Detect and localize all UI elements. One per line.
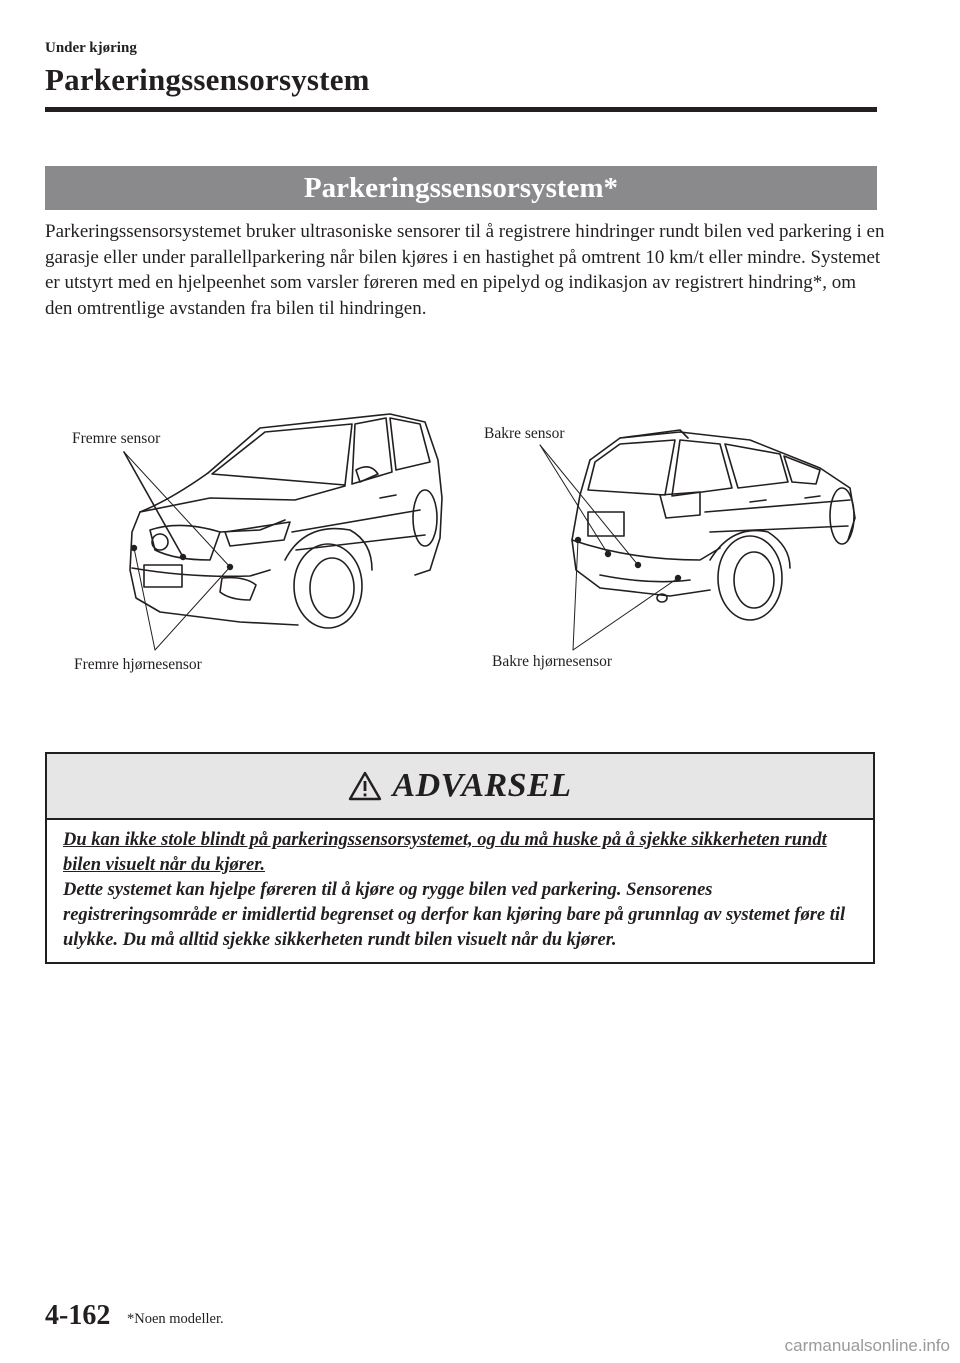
label-rear-corner-sensor: Bakre hjørnesensor <box>492 653 613 670</box>
label-front-corner-sensor: Fremre hjørnesensor <box>74 656 202 673</box>
section-heading-band <box>45 166 877 210</box>
car-illustrations <box>60 400 870 690</box>
warning-title: ADVARSEL <box>392 767 572 804</box>
warning-box <box>45 752 875 964</box>
warning-header <box>47 754 873 820</box>
page-title: Parkeringssensorsystem <box>45 62 370 97</box>
car-sensor-figure <box>60 400 870 690</box>
front-car-illustration <box>124 414 442 650</box>
rear-car-illustration <box>540 430 855 650</box>
warning-body <box>47 820 873 953</box>
warning-underlined-text: Du kan ikke stole blindt på parkeringssensorsystemet, og du må huske på å sjekke sikkerheten rundt bilen visuelt når du kjører. <box>63 830 827 875</box>
label-rear-sensor: Bakre sensor <box>484 425 565 442</box>
warning-body-text: Dette systemet kan hjelpe føreren til å kjøre og rygge bilen ved parkering. Sensorenes registreringsområde er imidlertid begrenset og derfor kan kjøring bare på grunnlag av systemet føre til ulykke. Du må alltid sjekke sikkerheten rundt bilen visuelt når du kjører. <box>63 880 846 950</box>
warning-triangle-icon <box>348 771 382 801</box>
page-number: 4-162 <box>45 1300 111 1331</box>
title-rule <box>45 107 877 112</box>
section-title: Parkeringssensorsystem* <box>303 171 619 204</box>
watermark: carmanualsonline.info <box>784 1336 950 1355</box>
breadcrumb: Under kjøring <box>45 40 137 56</box>
footnote: *Noen modeller. <box>127 1311 224 1327</box>
intro-paragraph: Parkeringssensorsystemet bruker ultrasoniske sensorer til å registrere hindringer rundt bilen ved parkering i en garasje eller under parallellparkering når bilen kjøres i en hastighet på omtrent 10 km/t eller mindre. Systemet er utstyrt med en hjelpeenhet som varsler føreren med en pipelyd og indikasjon av registrert hindring*, om den omtrentlige avstanden fra bilen til hindringen. <box>45 221 885 319</box>
label-front-sensor: Fremre sensor <box>72 430 161 447</box>
